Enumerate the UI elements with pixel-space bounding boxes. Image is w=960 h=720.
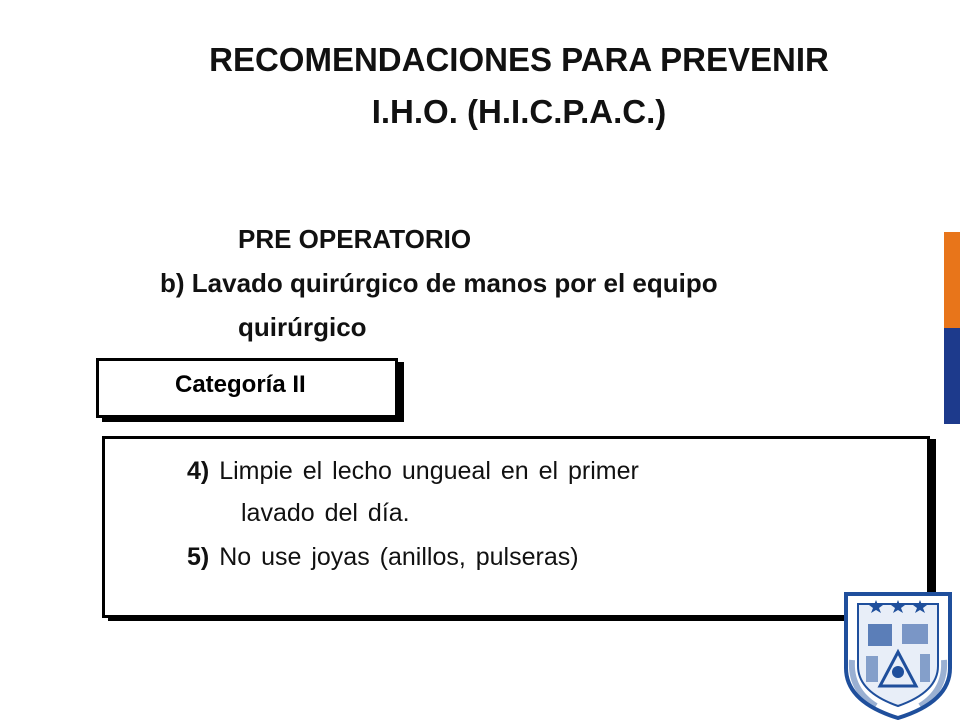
section-subheading: b) Lavado quirúrgico de manos por el equipo [160,268,718,298]
university-crest-logo [836,590,960,720]
recommendation-item [187,543,579,572]
slide-title-line-1: RECOMENDACIONES PARA PREVENIR [209,41,829,78]
slide-title [0,34,960,138]
category-label: Categoría II [175,371,306,398]
accent-bar-blue [944,328,960,424]
section-heading: PRE OPERATORIO [238,224,472,254]
recommendation-item [187,457,639,486]
category-box [96,358,398,418]
recommendation-text: No use joyas (anillos, pulseras) [219,543,579,571]
accent-bar-orange [944,232,960,328]
recommendation-number: 4) [187,457,210,485]
recommendation-text: Limpie el lecho ungueal en el primer [219,457,639,485]
recommendations-box [102,436,930,618]
recommendation-text-continued: lavado del día. [241,499,410,527]
slide-title-line-2: I.H.O. (H.I.C.P.A.C.) [371,93,667,130]
section-subheading-continued: quirúrgico [238,312,367,342]
recommendation-number: 5) [187,543,210,571]
